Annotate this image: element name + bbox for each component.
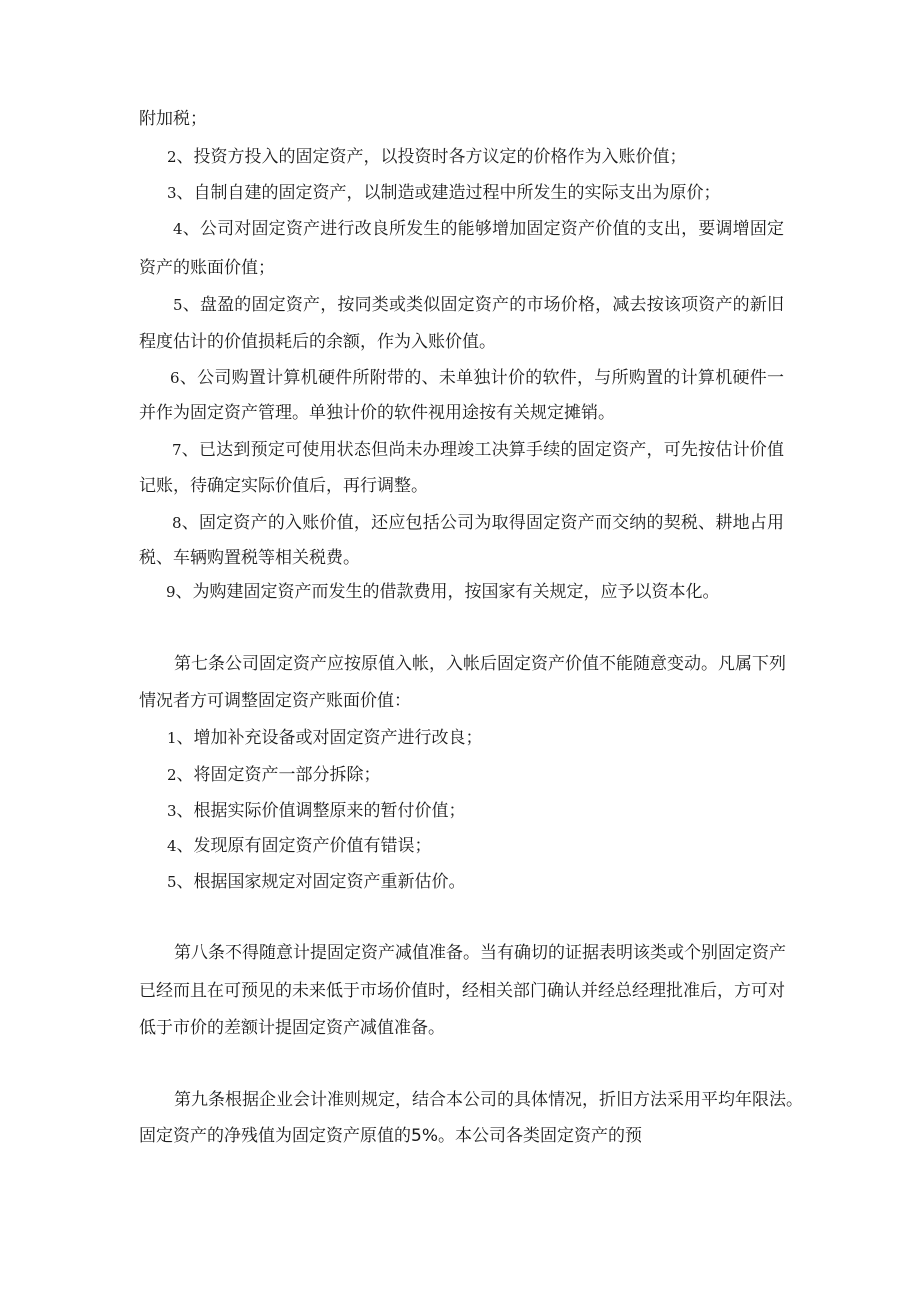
article-7-paragraph: 第七条公司固定资产应按原值入帐，入帐后固定资产价值不能随意变动。凡属下列	[174, 654, 786, 674]
text-line: 情况者方可调整固定资产账面价值：	[139, 691, 411, 711]
list-item: 3、根据实际价值调整原来的暂付价值；	[167, 801, 466, 821]
article-9-paragraph: 第九条根据企业会计准则规定，结合本公司的具体情况，折旧方法采用平均年限法。	[174, 1090, 803, 1110]
list-item: 5、盘盈的固定资产，按同类或类似固定资产的市场价格，减去按该项资产的新旧	[173, 295, 784, 315]
list-item: 2、投资方投入的固定资产，以投资时各方议定的价格作为入账价值；	[167, 147, 687, 167]
text-line: 附加税；	[139, 109, 207, 129]
list-item: 4、发现原有固定资产价值有错误；	[167, 836, 432, 856]
text-line: 税、车辆购置税等相关税费。	[139, 548, 360, 568]
text-line: 已经而且在可预见的未来低于市场价值时，经相关部门确认并经总经理批准后，方可对	[139, 981, 785, 1001]
list-item: 2、将固定资产一部分拆除；	[167, 765, 381, 785]
list-item: 1、增加补充设备或对固定资产进行改良；	[167, 728, 483, 748]
text-line: 资产的账面价值；	[139, 258, 275, 278]
text-line: 记账，待确定实际价值后，再行调整。	[139, 476, 428, 496]
list-item: 5、根据国家规定对固定资产重新估价。	[167, 872, 466, 892]
list-item: 6、公司购置计算机硬件所附带的、未单独计价的软件，与所购置的计算机硬件一	[170, 368, 784, 388]
list-item: 9、为购建固定资产而发生的借款费用，按国家有关规定，应予以资本化。	[166, 582, 720, 602]
list-item: 7、已达到预定可使用状态但尚未办理竣工决算手续的固定资产，可先按估计价值	[172, 440, 784, 460]
list-item: 3、自制自建的固定资产，以制造或建造过程中所发生的实际支出为原价；	[167, 183, 721, 203]
list-item: 4、公司对固定资产进行改良所发生的能够增加固定资产价值的支出，要调增固定	[173, 219, 784, 239]
text-line: 程度估计的价值损耗后的余额，作为入账价值。	[139, 332, 496, 352]
list-item: 8、固定资产的入账价值，还应包括公司为取得固定资产而交纳的契税、耕地占用	[172, 513, 784, 533]
text-line: 并作为固定资产管理。单独计价的软件视用途按有关规定摊销。	[139, 403, 615, 423]
text-line: 低于市价的差额计提固定资产减值准备。	[139, 1018, 445, 1038]
text-line: 固定资产的净残值为固定资产原值的5%。本公司各类固定资产的预	[139, 1126, 642, 1146]
article-8-paragraph: 第八条不得随意计提固定资产减值准备。当有确切的证据表明该类或个别固定资产	[174, 943, 786, 963]
